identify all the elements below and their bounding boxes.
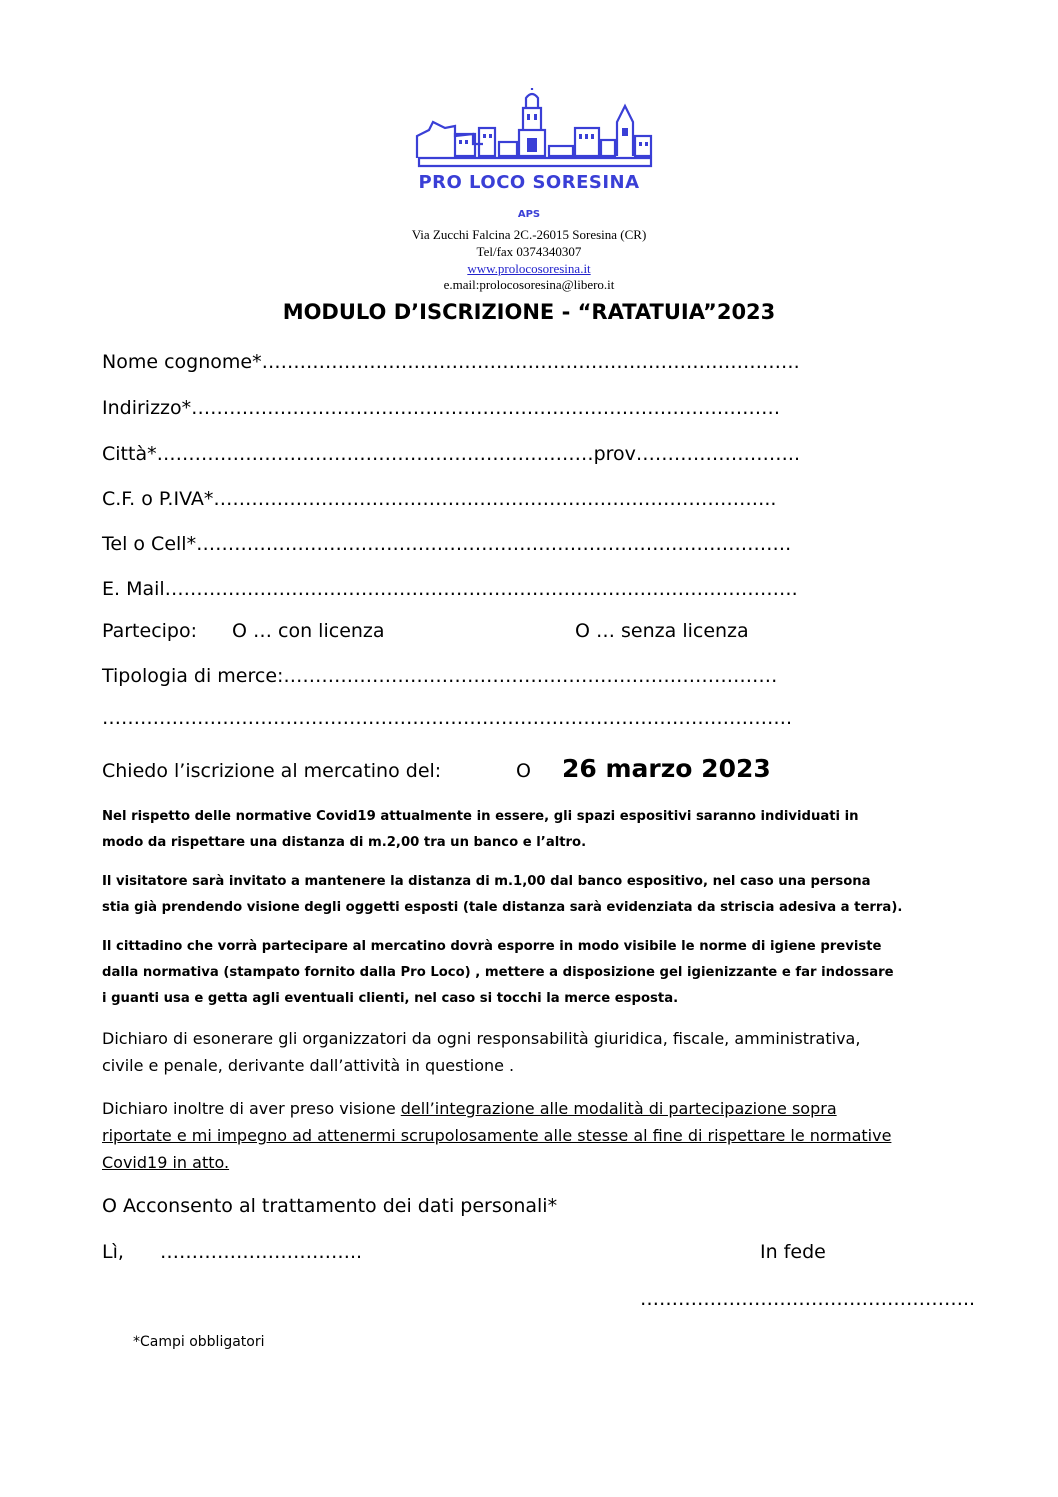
partecipo-label: Partecipo: [102, 620, 198, 642]
declaration-2-line-1 [102, 1096, 837, 1122]
brand-name: PRO LOCO SORESINA [418, 172, 640, 193]
rule-3-line-1: Il cittadino che vorrà partecipare al mercatino dovrà esporre in modo visibile le norme di igiene previste [102, 939, 882, 954]
telfax: Tel/fax 0374340307 [476, 244, 582, 259]
form-title: MODULO D’ISCRIZIONE - “RATATUIA”2023 [282, 300, 776, 324]
pro-loco-logo [415, 88, 655, 172]
address: Via Zucchi Falcina 2C.-26015 Soresina (CR) [411, 227, 647, 242]
rule-1-line-1: Nel rispetto delle normative Covid19 attualmente in essere, gli spazi espositivi saranno individuati in [102, 809, 859, 824]
field-citta-prov[interactable]: Città*……………………………………………………………prov…………………….. [102, 443, 800, 465]
field-indirizzo[interactable]: Indirizzo*………………………………………………………………………………… [102, 397, 781, 419]
brand-aps: APS [517, 209, 541, 220]
website-text[interactable]: www.prolocosoresina.it [467, 261, 591, 276]
option-senza-licenza[interactable]: O … senza licenza [575, 620, 749, 642]
option-con-licenza[interactable]: O … con licenza [232, 620, 385, 642]
place-date-line[interactable]: ………………………….. [160, 1241, 363, 1263]
in-fede-label: In fede [760, 1241, 826, 1263]
website-link[interactable] [0, 261, 1058, 277]
field-email[interactable]: E. Mail………………………………………………………………………………………. [102, 578, 798, 600]
field-tel-cell[interactable]: Tel o Cell*…………………………………………………………………………………. [102, 533, 792, 555]
rule-3-line-3: i guanti usa e getta agli eventuali clienti, nel caso si tocchi la merce esposta. [102, 991, 679, 1006]
declaration-1-line-1: Dichiaro di esonerare gli organizzatori da ogni responsabilità giuridica, fiscale, amministrativa, [102, 1029, 861, 1048]
declaration-2-underlined: dell’integrazione alle modalità di partecipazione sopra [400, 1099, 837, 1118]
declaration-1-line-2: civile e penale, derivante dall’attività in questione . [102, 1056, 515, 1075]
chiedo-label: Chiedo l’iscrizione al mercatino del: [102, 760, 442, 782]
rule-2-line-1: Il visitatore sarà invitato a mantenere la distanza di m.1,00 dal banco espositivo, nel caso una persona [102, 874, 871, 889]
consent-checkbox[interactable]: O Acconsento al trattamento dei dati personali* [102, 1195, 558, 1217]
place-label: Lì, [102, 1241, 124, 1263]
field-nome-cognome[interactable]: Nome cognome*…………………………………………………………………………. [102, 351, 800, 373]
field-tipologia-merce[interactable]: Tipologia di merce:…………………………………………………………………… [102, 665, 778, 687]
rule-1-line-2: modo da rispettare una distanza di m.2,00 tra un banco e l’altro. [102, 835, 587, 850]
rule-2-line-2: stia già prendendo visione degli oggetti esposti (tale distanza sarà evidenziata da striscia adesiva a terra). [102, 900, 903, 915]
email-contact: e.mail:prolocosoresina@libero.it [443, 277, 615, 292]
field-tipologia-line[interactable]: ………………………………………………………………………………………………. [102, 707, 793, 729]
declaration-2-line-2: riportate e mi impegno ad attenermi scrupolosamente alle stesse al fine di rispettare le normative [102, 1126, 892, 1145]
rule-3-line-2: dalla normativa (stampato fornito dalla Pro Loco) , mettere a disposizione gel igienizzante e far indossare [102, 965, 894, 980]
date-checkbox[interactable]: O [516, 760, 531, 782]
declaration-2-line-3: Covid19 in atto. [102, 1153, 230, 1172]
declaration-2-lead: Dichiaro inoltre di aver preso visione [102, 1099, 401, 1118]
field-cf-piva[interactable]: C.F. o P.IVA*…………………………………………………………………………….. [102, 488, 777, 510]
required-note: *Campi obbligatori [133, 1334, 265, 1350]
signature-line[interactable]: …………………………………………….. [640, 1288, 976, 1310]
event-date: 26 marzo 2023 [562, 754, 771, 783]
